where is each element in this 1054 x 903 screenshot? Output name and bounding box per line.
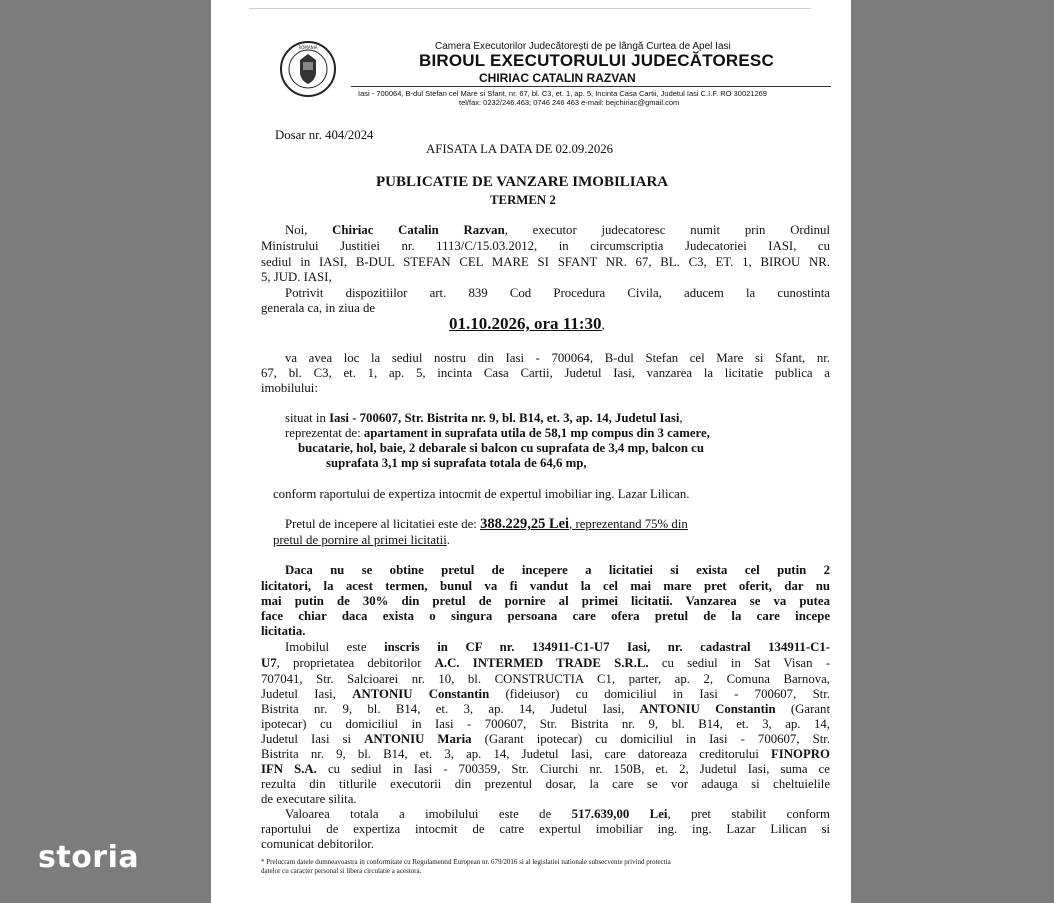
value-line: comunicat debitorilor. — [261, 837, 375, 851]
cf-line: Judetul Iasi si ANTONIU Maria (Garant ipotecar) cu domiciliul in Iasi - 700607, Str. — [261, 732, 830, 746]
property-location: situat in Iasi - 700607, Str. Bistrita nr. 9, bl. B14, et. 3, ap. 14, Judetul Iasi, — [285, 411, 683, 425]
cf-line: de executare silita. — [261, 792, 357, 806]
cf-line: Bistrita nr. 9, bl. B14, et. 3, ap. 14, Judetul Iasi, care datoreaza creditorului FINOPRO — [261, 747, 830, 761]
office-contact: tel/fax: 0232/246.463; 0746 246 463 e-mail: bejchiriac@gmail.com — [459, 98, 680, 107]
terms-line: mai putin de 30% din pretul de pornire al primei licitatii. Vanzarea se va putea — [261, 594, 830, 608]
posting-date: AFISATA LA DATA DE 02.09.2026 — [426, 142, 614, 156]
case-number: Dosar nr. 404/2024 — [275, 128, 374, 142]
property-description: reprezentat de: apartament in suprafata utila de 58,1 mp compus din 3 camere, — [285, 426, 710, 440]
terms-line: face chiar daca exista o singura persoana care ofera pretul de la care incepe — [261, 609, 830, 623]
venue-line: imobilului: — [261, 381, 318, 395]
property-description: suprafata 3,1 mp si suprafata totala de 64,6 mp, — [326, 456, 587, 470]
document-subtitle: TERMEN 2 — [490, 193, 556, 207]
cf-line: Bistrita nr. 9, bl. B14, et. 3, ap. 14, Judetul Iasi, ANTONIU Constantin (Garant — [261, 702, 830, 716]
svg-text:ROMANIA: ROMANIA — [298, 45, 318, 50]
document-page — [211, 0, 851, 903]
expert-line: conform raportului de expertiza intocmit de expertul imobiliar ing. Lazar Lilican. — [273, 487, 690, 501]
venue-line: va avea loc la sediul nostru din Iasi - 700064, B-dul Stefan cel Mare si Sfant, nr. — [285, 351, 830, 365]
start-price-line: Pretul de incepere al licitatiei este de: 388.229,25 Lei, reprezentand 75% din — [285, 516, 688, 532]
intro-line: Ministrului Justitiei nr. 1113/C/15.03.2012, in circumscriptia Judecatoriei IASI, cu — [261, 239, 830, 253]
executor-seal-icon — [279, 40, 337, 98]
cf-line: Judetul Iasi, ANTONIU Constantin (fideiusor) cu domiciliul in Iasi - 700607, Str. — [261, 687, 830, 701]
footnote: datelor cu caracter personal si libera circulatie a acestora. — [261, 867, 422, 875]
office-name: BIROUL EXECUTORULUI JUDECĂTORESC — [419, 51, 774, 70]
terms-line: licitatia. — [261, 624, 306, 638]
cf-line: ipotecar) cu domiciliul in Iasi - 700607, Str. Bistrita nr. 9, bl. B14, et. 3, ap. 14, — [261, 717, 830, 731]
top-rule — [249, 8, 811, 9]
intro-line: sediul in IASI, B-DUL STEFAN CEL MARE SI SFANT NR. 67, BL. C3, ET. 1, BIROU NR. — [261, 255, 830, 269]
terms-line: licitatori, la acest termen, bunul va fi vandut la cel mai mare pret oferit, dar nu — [261, 579, 830, 593]
cf-line: 707041, Str. Salcioarei nr. 10, bl. CONSTRUCTIA C1, parter, ap. 2, Comuna Barnova, — [261, 672, 830, 686]
cf-line: rezulta din titlurile executorii din prezentul dosar, la care se vor adauga si cheltuielile — [261, 777, 830, 791]
footnote: * Prelucram datele dumneavoastra in conformitate cu Regulamentul European nr. 679/2016 si al legislatiei nationale subsecvente privind protectia — [261, 858, 671, 866]
start-price-line: pretul de pornire al primei licitatii. — [273, 533, 450, 547]
cf-line: U7, proprietatea debitorilor A.C. INTERMED TRADE S.R.L. cu sediul in Sat Visan - — [261, 656, 830, 670]
property-description: bucatarie, hol, baie, 2 debarale si balcon cu suprafata de 3,4 mp, balcon cu — [298, 441, 704, 455]
header-rule — [351, 86, 831, 87]
document-title: PUBLICATIE DE VANZARE IMOBILIARA — [376, 174, 669, 190]
cf-line: IFN S.A. cu sediul in Iasi - 700359, Str. Ciurchi nr. 150B, et. 2, Judetul Iasi, suma ce — [261, 762, 830, 776]
chamber-line: Camera Executorilor Judecătorești de pe lângă Curtea de Apel Iasi — [435, 41, 731, 52]
executor-name: CHIRIAC CATALIN RAZVAN — [479, 71, 636, 85]
value-line: raportului de expertiza intocmit de catre expertul imobiliar ing. ing. Lazar Lilican si — [261, 822, 830, 836]
notice-line: generala ca, in ziua de — [261, 301, 376, 315]
intro-line: Noi, Chiriac Catalin Razvan, executor judecatoresc numit prin Ordinul — [285, 223, 831, 237]
terms-line: Daca nu se obtine pretul de incepere a licitatiei si exista cel putin 2 — [285, 563, 830, 577]
value-line: Valoarea totala a imobilului este de 517.639,00 Lei, pret stabilit conform — [285, 807, 830, 821]
storia-watermark: storia — [38, 840, 140, 875]
notice-line: Potrivit dispozitiilor art. 839 Cod Procedura Civila, aducem la cunostinta — [285, 286, 830, 300]
auction-date: 01.10.2026, ora 11:30, — [449, 314, 605, 333]
venue-line: 67, bl. C3, et. 1, ap. 5, incinta Casa Cartii, Judetul Iasi, vanzarea la licitatie publica a — [261, 366, 830, 380]
office-address: Iasi - 700064, B-dul Stefan cel Mare si Sfant, nr. 67, bl. C3, et. 1, ap. 5, Incinta Casa Cartii, Judetul Iasi C.I.F. RO 30021269 — [358, 89, 767, 98]
intro-line: 5, JUD. IASI, — [261, 270, 332, 284]
cf-line: Imobilul este inscris in CF nr. 134911-C1-U7 Iasi, nr. cadastral 134911-C1- — [285, 640, 830, 654]
